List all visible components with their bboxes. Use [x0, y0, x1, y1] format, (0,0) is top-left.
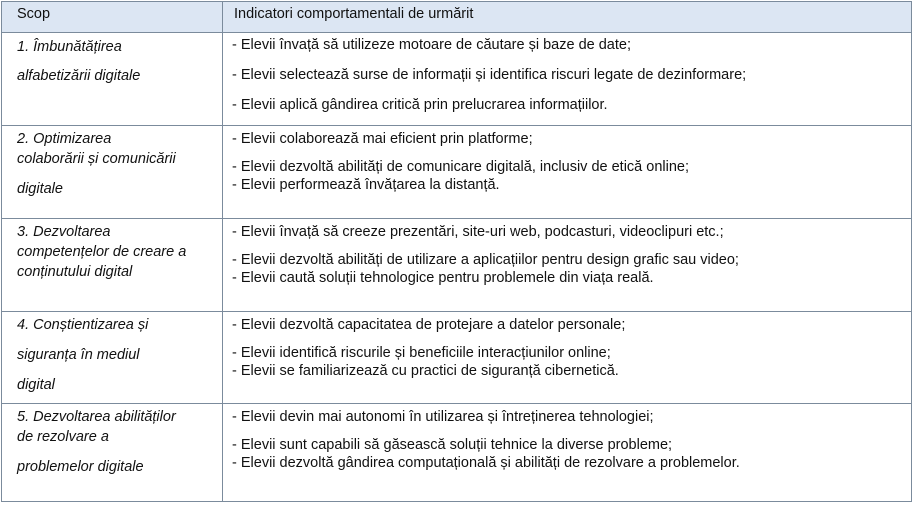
scope-line: 5. Dezvoltarea abilităților: [17, 409, 176, 425]
scope-line: 2. Optimizarea: [17, 131, 112, 147]
table-row: [2, 126, 912, 219]
scope-line: siguranța în mediul: [17, 347, 140, 363]
indicators-cell: [223, 219, 912, 312]
scope-cell: [2, 404, 223, 502]
scope-cell: [2, 126, 223, 219]
scope-cell: [2, 312, 223, 404]
indicator-item: - Elevii sunt capabili să găsească soluții tehnice la diverse probleme;: [232, 437, 673, 453]
indicator-item: - Elevii selectează surse de informații și identifica riscuri legate de dezinformare;: [232, 67, 747, 83]
header-indicators: Indicatori comportamentali de urmărit: [223, 2, 912, 33]
indicator-item: - Elevii identifică riscurile și beneficiile interacțiunilor online;: [232, 345, 611, 361]
indicators-cell: [223, 126, 912, 219]
indicator-item: - Elevii devin mai autonomi în utilizarea și întreținerea tehnologiei;: [232, 409, 654, 425]
scope-line: de rezolvare a: [17, 429, 109, 445]
scope-line: conținutului digital: [17, 264, 133, 280]
indicator-item: - Elevii dezvoltă gândirea computațională și abilități de rezolvare a problemelor.: [232, 455, 740, 471]
scope-line: digitale: [17, 181, 63, 197]
indicators-cell: [223, 33, 912, 126]
scope-line: 1. Îmbunătățirea: [17, 39, 122, 55]
indicator-item: - Elevii dezvoltă capacitatea de protejare a datelor personale;: [232, 317, 626, 333]
indicator-item: - Elevii colaborează mai eficient prin platforme;: [232, 131, 533, 147]
indicator-item: - Elevii performează învățarea la distanță.: [232, 177, 500, 193]
table-row: [2, 219, 912, 312]
table-row: [2, 312, 912, 404]
scope-cell: [2, 219, 223, 312]
indicator-item: - Elevii învață să creeze prezentări, site-uri web, podcasturi, videoclipuri etc.;: [232, 224, 724, 240]
scope-line: 3. Dezvoltarea: [17, 224, 111, 240]
scope-line: problemelor digitale: [17, 459, 144, 475]
scope-line: alfabetizării digitale: [17, 68, 141, 84]
indicator-item: - Elevii dezvoltă abilități de utilizare a aplicațiilor pentru design grafic sau video;: [232, 252, 739, 268]
scope-line: digital: [17, 377, 55, 393]
indicators-cell: [223, 312, 912, 404]
table-row: [2, 404, 912, 502]
indicator-item: - Elevii învață să utilizeze motoare de căutare și baze de date;: [232, 37, 631, 53]
scope-line: 4. Conștientizarea și: [17, 317, 149, 333]
indicator-item: - Elevii dezvoltă abilități de comunicare digitală, inclusiv de etică online;: [232, 159, 689, 175]
indicator-item: - Elevii se familiarizează cu practici de siguranță cibernetică.: [232, 363, 619, 379]
scope-line: colaborării și comunicării: [17, 151, 176, 167]
indicators-table: [1, 1, 912, 502]
scope-line: competențelor de creare a: [17, 244, 187, 260]
indicators-cell: [223, 404, 912, 502]
indicator-item: - Elevii caută soluții tehnologice pentru problemele din viața reală.: [232, 270, 654, 286]
header-scope: Scop: [2, 2, 223, 33]
indicator-item: - Elevii aplică gândirea critică prin prelucrarea informațiilor.: [232, 97, 608, 113]
scope-cell: [2, 33, 223, 126]
table-row: [2, 33, 912, 126]
table-header-row: [2, 2, 912, 33]
